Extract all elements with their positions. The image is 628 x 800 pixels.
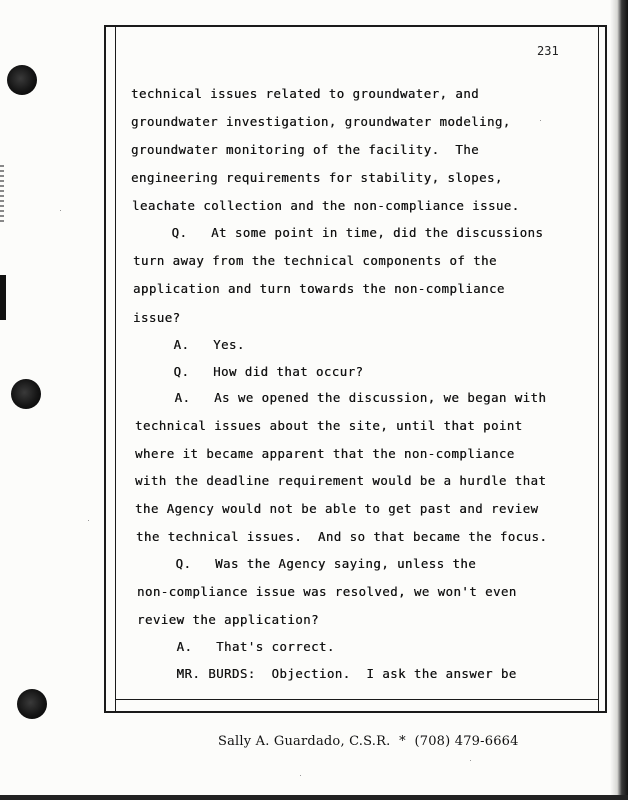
transcript-line: issue? bbox=[133, 310, 181, 325]
transcript-line: Q. How did that occur? bbox=[134, 364, 364, 379]
punch-hole-icon bbox=[11, 379, 41, 409]
transcript-line: the Agency would not be able to get past and review bbox=[135, 501, 539, 516]
transcript-line: engineering requirements for stability, slopes, bbox=[131, 170, 503, 185]
scan-speck bbox=[88, 520, 89, 521]
scan-artifact bbox=[0, 165, 4, 225]
transcript-line: technical issues related to groundwater, and bbox=[131, 86, 480, 101]
transcript-line: Q. At some point in time, did the discussions bbox=[132, 225, 544, 240]
scan-speck bbox=[300, 775, 301, 776]
transcript-line: A. Yes. bbox=[134, 337, 245, 352]
punch-hole-icon bbox=[17, 689, 47, 719]
page-edge-shadow bbox=[610, 0, 628, 800]
transcript-line: review the application? bbox=[137, 612, 319, 627]
scan-artifact bbox=[0, 275, 6, 320]
page-bottom-edge bbox=[0, 795, 628, 800]
transcript-line: turn away from the technical components of the bbox=[133, 253, 497, 268]
scan-speck bbox=[540, 120, 541, 121]
transcript-line: groundwater monitoring of the facility. The bbox=[131, 142, 480, 157]
transcript-line: application and turn towards the non-compliance bbox=[133, 281, 505, 296]
transcript-line: the technical issues. And so that became the focus. bbox=[136, 529, 548, 544]
transcript-line: A. That's correct. bbox=[137, 639, 335, 654]
transcript-line: A. As we opened the discussion, we began with bbox=[135, 390, 547, 405]
transcript-line: where it became apparent that the non-compliance bbox=[135, 446, 515, 461]
transcript-line: technical issues about the site, until that point bbox=[135, 418, 523, 433]
scan-speck bbox=[470, 760, 471, 761]
reporter-footer: Sally A. Guardado, C.S.R. * (708) 479-6664 bbox=[218, 734, 519, 749]
scan-speck bbox=[60, 210, 61, 211]
transcript-line: leachate collection and the non-compliance issue. bbox=[132, 198, 520, 213]
transcript-line: Q. Was the Agency saying, unless the bbox=[136, 556, 477, 571]
transcript-line: non-compliance issue was resolved, we won't even bbox=[137, 584, 517, 599]
transcript-line: with the deadline requirement would be a hurdle that bbox=[135, 473, 547, 488]
page-number: 231 bbox=[537, 44, 559, 58]
page-border-bottom bbox=[115, 699, 599, 711]
transcript-line: MR. BURDS: Objection. I ask the answer be bbox=[137, 666, 517, 681]
punch-hole-icon bbox=[7, 65, 37, 95]
transcript-line: groundwater investigation, groundwater modeling, bbox=[131, 114, 511, 129]
